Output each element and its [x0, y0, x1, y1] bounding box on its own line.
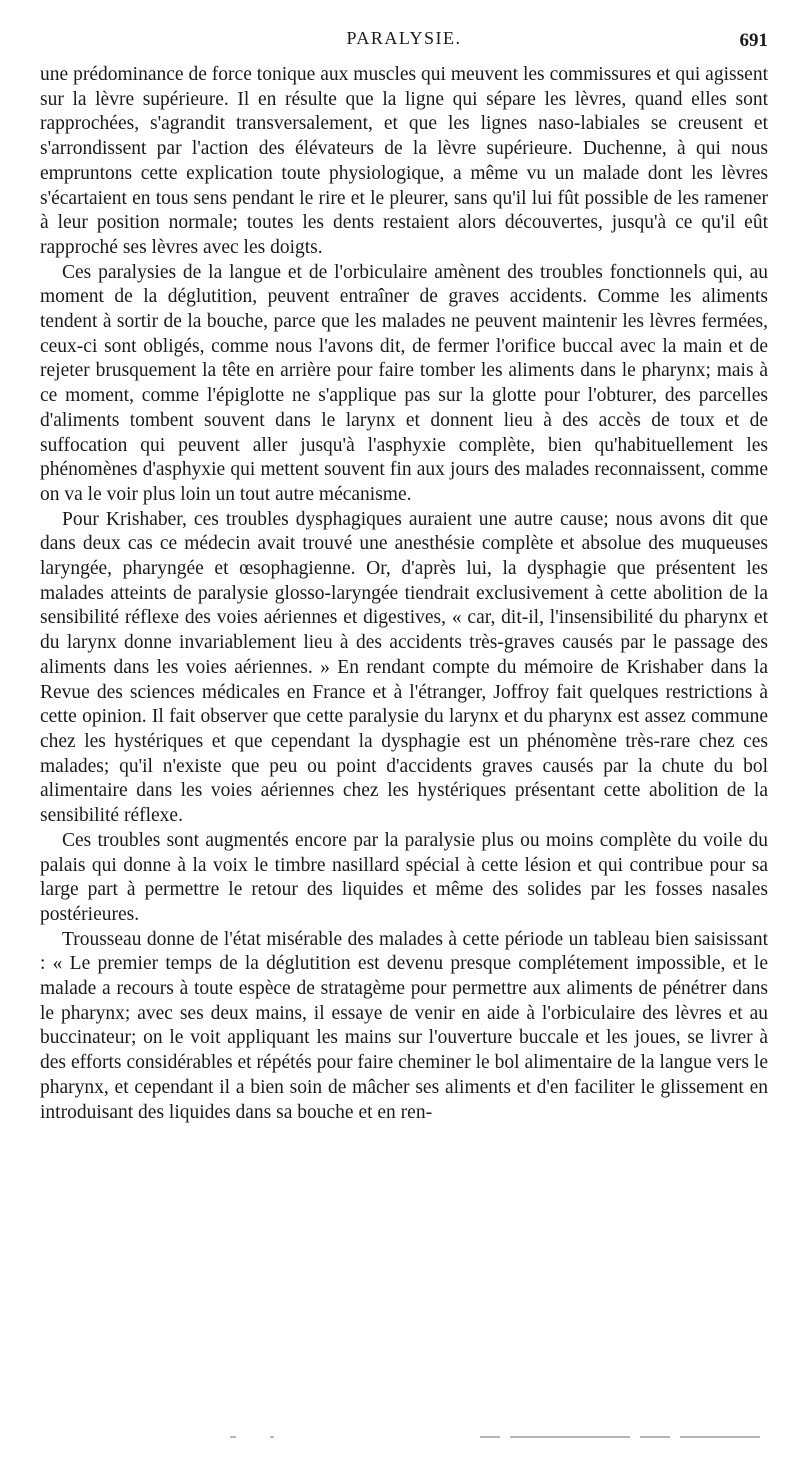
bleed-mark [510, 1436, 630, 1438]
paragraph-3: Pour Krishaber, ces troubles dysphagiques auraient une autre cause; nous avons dit que dans deux cas ce médecin avait trouvé une anesthésie complète et absolue des muqueuses laryngée, pharyngée et œsophagienne. Or, d'après lui, la dysphagie que présentent les malades atteints de paralysie glosso-laryngée tiendrait exclusivement à cette abolition de la sensibilité réflexe des voies aériennes et digestives, « car, dit-il, l'insensibilité du pharynx et du larynx donne invariablement lieu à des accidents très-graves causés par le passage des aliments dans les voies aériennes. » En rendant compte du mémoire de Krishaber dans la Revue des sciences médicales en France et à l'étranger, Joffroy fait quelques restrictions à cette opinion. Il fait observer que cette paralysie du larynx et du pharynx est assez commune chez les hystériques et que cependant la dysphagie est un phénomène très-rare chez ces malades; qu'il n'existe que peu ou point d'accidents graves causés par la chute du bol alimentaire dans les voies aériennes chez les hystériques présentant cette abolition de la sensibilité réflexe. [40, 508, 768, 827]
bleed-mark [640, 1436, 670, 1438]
bleed-mark [230, 1436, 236, 1438]
running-title: PARALYSIE. [346, 28, 462, 48]
bleed-through-marks [40, 1436, 768, 1446]
paragraph-1: une prédominance de force tonique aux muscles qui meuvent les commissures et qui agissent sur la lèvre supérieure. Il en résulte que la ligne qui sépare les lèvres, quand elles sont rapprochées, s'agrandit transversalement, et que les lignes naso-labiales se creusent et s'arrondissent par l'action des élévateurs de la lèvre supérieure. Duchenne, à qui nous empruntons cette explication toute physiologique, a même vu un malade dont les lèvres s'écartaient en tous sens pendant le rire et le pleurer, sans qu'il lui fût possible de les ramener à leur position normale; toutes les dents restaient alors découvertes, jusqu'à ce qu'il eût rapproché ses lèvres avec les doigts. [40, 64, 768, 258]
body-text [40, 63, 768, 1125]
bleed-mark [680, 1436, 760, 1438]
paragraph-4: Ces troubles sont augmentés encore par la paralysie plus ou moins complète du voile du palais qui donne à la voix le timbre nasillard spécial à cette lésion et qui contribue pour sa large part à permettre le retour des liquides et même des solides par les fosses nasales postérieures. [40, 829, 768, 925]
paragraph-2: Ces paralysies de la langue et de l'orbiculaire amènent des troubles fonctionnels qui, au moment de la déglutition, peuvent entraîner de graves accidents. Comme les aliments tendent à sortir de la bouche, parce que les malades ne peuvent maintenir les lèvres fermées, ceux-ci sont obligés, comme nous l'avons dit, de fermer l'orifice buccal avec la main et de rejeter brusquement la tête en arrière pour faire tomber les aliments dans le pharynx; mais à ce moment, comme l'épiglotte ne s'applique pas sur la glotte pour l'obturer, des parcelles d'aliments tombent souvent dans le larynx et donnent lieu à des accès de toux et de suffocation qui peuvent aller jusqu'à l'asphyxie complète, bien qu'habituellement les phénomènes d'asphyxie qui mettent souvent fin aux jours des malades reconnaissent, comme on va le voir plus loin un tout autre mécanisme. [40, 261, 768, 505]
paragraph-5: Trousseau donne de l'état misérable des malades à cette période un tableau bien saisissant : « Le premier temps de la déglutition est devenu presque complétement impossible, et le malade a recours à toute espèce de stratagème pour permettre aux aliments de pénétrer dans le pharynx; avec ses deux mains, il essaye de venir en aide à l'orbiculaire des lèvres et au buccinateur; on le voit appliquant les mains sur l'ouverture buccale et les joues, se livrer à des efforts considérables et répétés pour faire cheminer le bol alimentaire de la langue vers le pharynx, et cependant il a bien soin de mâcher ses aliments et d'en faciliter le glissement en introduisant des liquides dans sa bouche et en ren- [40, 928, 768, 1123]
running-head [40, 28, 768, 52]
page-number: 691 [739, 30, 768, 51]
bleed-mark [270, 1436, 274, 1438]
bleed-mark [480, 1436, 500, 1438]
